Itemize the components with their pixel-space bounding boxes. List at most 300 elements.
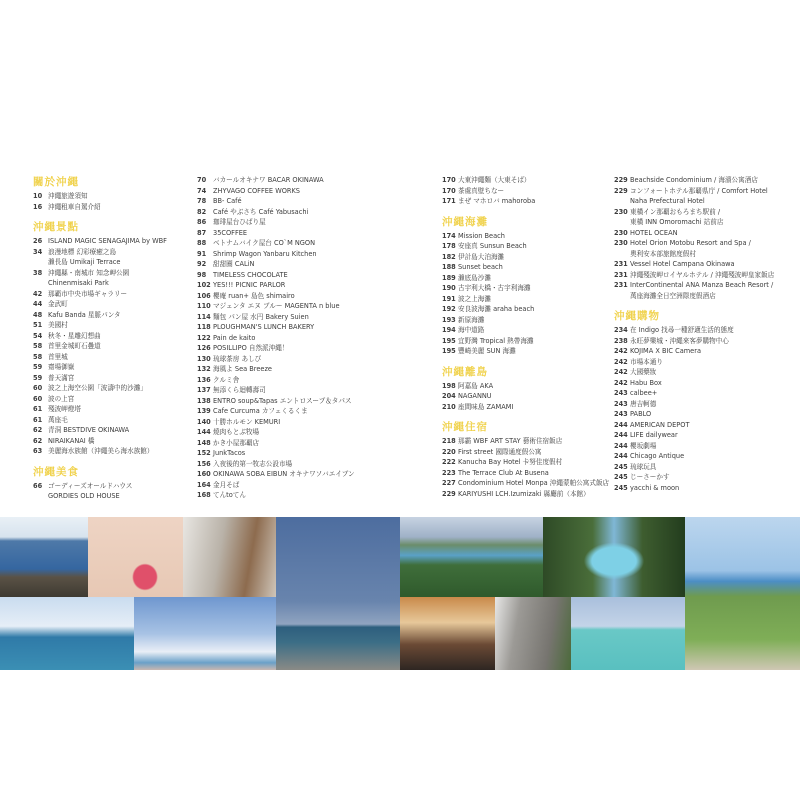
entry-title-block (213, 480, 239, 491)
entry-title-block (48, 299, 68, 310)
entry-title: 沖繩殘波岬ロイヤルホテル / 沖繩殘波岬皇家飯店 (630, 270, 775, 279)
entry-title-block (213, 385, 266, 396)
entry-title-block (458, 468, 549, 479)
entry-title-block (48, 191, 88, 202)
entry-title-block (213, 312, 309, 323)
toc-entry (33, 383, 167, 394)
page-number: 63 (33, 447, 43, 455)
page-number: 61 (33, 405, 43, 413)
entry-title-block (630, 367, 656, 378)
entry-title-block (458, 241, 527, 252)
entry-title: 燒肉もとぶ牧場 (213, 428, 260, 436)
photo-tree-beach-path (543, 517, 685, 597)
toc-entry (442, 402, 609, 413)
toc-entry (442, 252, 609, 263)
entry-title-block (213, 459, 292, 470)
entry-title-block (213, 259, 254, 270)
page-number: 16 (33, 202, 43, 211)
toc-entry (442, 381, 609, 392)
toc-entry (614, 462, 774, 473)
entry-title-block (48, 415, 68, 426)
entry-title-block (458, 252, 504, 263)
entry-title: 瀨底島沙灘 (458, 273, 491, 282)
page-number: 54 (33, 331, 43, 340)
entry-title: 大東沖繩麵（大東そば） (458, 176, 531, 184)
page-number: 118 (197, 323, 211, 331)
entry-title: ZHYVAGO COFFEE WORKS (213, 186, 300, 195)
photo-green-cape-path (685, 517, 800, 670)
entry-title: Beachside Condominium / 海濱公寓酒店 (630, 176, 758, 184)
entry-title-block (630, 175, 758, 186)
entry-title: 入夜後的第一牧志公設市場 (213, 459, 293, 468)
toc-entry (442, 175, 609, 186)
toc-entry (442, 457, 609, 468)
page-number: 42 (33, 289, 43, 298)
entry-title: POSILLIPO 自然派沖繩！ (213, 344, 289, 352)
toc-entry (197, 469, 355, 480)
page-number: 91 (197, 249, 207, 258)
entry-title: 波之上海空公園「波濤中的沙灘」 (48, 384, 147, 392)
entry-title: 浪漫地標 幻彩療癒之島 (48, 247, 117, 256)
entry-title-block (48, 373, 74, 384)
toc-entry (33, 404, 167, 415)
toc-entry (442, 294, 609, 305)
page-number: 245 (614, 462, 628, 471)
toc-entry (614, 483, 774, 494)
toc-entry (197, 417, 355, 428)
entry-title-block (458, 283, 531, 294)
page-number: 231 (614, 270, 628, 279)
photo-shop-interior (183, 517, 276, 597)
entry-title: 海中道路 (458, 326, 485, 334)
entry-title: 古宇利大橋・古宇利海灘 (458, 284, 531, 292)
page-number: 148 (197, 438, 211, 447)
page-number: 195 (442, 336, 456, 345)
toc-entry (442, 478, 609, 489)
toc-entry (197, 175, 355, 186)
entry-title-block (213, 175, 324, 186)
page-number: 230 (614, 228, 628, 237)
photo-bay-mountains (400, 517, 543, 597)
entry-title-block (213, 406, 308, 417)
entry-title-block (48, 404, 81, 415)
page-number: 44 (33, 300, 43, 308)
entry-title: 甜甜圈 CALiN (213, 260, 255, 268)
entry-title-block (458, 457, 562, 468)
entry-title-block (458, 273, 491, 284)
entry-title: 宜野灣 Tropical 熱帶海灘 (458, 336, 534, 345)
section-heading: 沖繩購物 (614, 310, 660, 322)
page-number: 189 (442, 273, 456, 282)
toc-entry (197, 322, 355, 333)
page-number: 98 (197, 270, 207, 279)
entry-title-block (48, 289, 127, 300)
page-number: 126 (197, 344, 211, 352)
toc-entry (33, 341, 167, 352)
toc-entry (614, 472, 774, 483)
entry-title-block (630, 420, 689, 431)
toc-entry (33, 331, 167, 342)
entry-title: Kanucha Bay Hotel 卡努佳度假村 (458, 458, 563, 466)
entry-title-block (48, 268, 129, 289)
entry-title: Vessel Hotel Campana Okinawa (630, 260, 735, 268)
page-number: 70 (197, 176, 207, 184)
toc-entry (33, 425, 167, 436)
entry-title: InterContinental ANA Manza Beach Resort / (630, 281, 774, 289)
page-number: 243 (614, 399, 628, 408)
entry-title-block (458, 175, 531, 186)
entry-title-block (630, 228, 678, 239)
page-number: 188 (442, 263, 456, 271)
photo-sky-clouds (134, 597, 276, 670)
page-number: 231 (614, 260, 628, 268)
entry-title-block (630, 259, 735, 270)
entry-title-block (458, 262, 503, 273)
entry-title-block (213, 228, 247, 239)
toc-entry (33, 299, 167, 310)
photo-stone-wall (495, 597, 571, 670)
entry-title-block (458, 196, 535, 207)
page-number: 61 (33, 415, 43, 424)
photo-pier (276, 517, 400, 670)
entry-title: Shrimp Wagon Yanbaru Kitchen (213, 249, 317, 258)
page-number: 62 (33, 426, 43, 434)
entry-title-block (458, 304, 534, 315)
toc-entry (197, 354, 355, 365)
toc-entry (197, 301, 355, 312)
page-number: 223 (442, 468, 456, 477)
entry-title: 在 Indigo 找尋一種舒適生活的態度 (630, 326, 734, 334)
toc-entry (442, 283, 609, 294)
entry-subtitle: Naha Prefectural Hotel (630, 197, 705, 205)
entry-title-block (48, 236, 167, 247)
entry-title: Cafe Curcuma カフェくるくま (213, 407, 308, 415)
toc-entry (614, 175, 774, 186)
page-number: 82 (197, 207, 207, 216)
toc-entry (33, 310, 167, 321)
entry-title-block (630, 378, 662, 389)
entry-title: Mission Beach (458, 231, 505, 240)
toc-column-1 (33, 175, 167, 502)
entry-title-block (213, 343, 288, 354)
entry-title-block (630, 409, 651, 420)
page-number: 210 (442, 402, 456, 411)
entry-title-block (458, 447, 542, 458)
entry-title: Chicago Antique (630, 452, 685, 460)
toc-entry (197, 207, 355, 218)
entry-title-block (213, 469, 355, 480)
page-number: 58 (33, 342, 43, 350)
page-number: 10 (33, 192, 43, 200)
entry-title: yacchi & moon (630, 483, 680, 492)
page-number: 243 (614, 389, 628, 397)
toc-entry (614, 357, 774, 368)
entry-title: AMERICAN DEPOT (630, 420, 690, 429)
entry-title-block (213, 417, 280, 428)
entry-title: 萬座毛 (48, 415, 68, 424)
toc-entry (442, 231, 609, 242)
photo-cliff-ocean (0, 597, 134, 670)
page-number: 59 (33, 373, 43, 382)
entry-title-block (630, 336, 729, 347)
entry-title: NIRAIKANAI 橋 (48, 436, 95, 445)
toc-entry (33, 394, 167, 405)
entry-title: 座間味島 ZAMAMI (458, 402, 514, 411)
entry-title-block (630, 441, 656, 452)
toc-entry (197, 343, 355, 354)
section-heading: 沖繩美食 (33, 465, 79, 478)
entry-title-block (458, 336, 534, 347)
entry-title: 35COFFEE (213, 228, 248, 237)
entry-title: 那霸 WBF ART STAY 藝術住宿飯店 (458, 437, 563, 445)
entry-title: 伊計島大泊海灘 (458, 252, 505, 261)
toc-entry (614, 259, 774, 270)
toc-entry (33, 191, 167, 202)
page-number: 78 (197, 197, 207, 205)
toc-entry (33, 236, 167, 247)
entry-title: 無添くら迴轉壽司 (213, 386, 266, 394)
entry-title-block (213, 375, 239, 386)
entry-title: Café やぶさち Café Yabusachi (213, 207, 309, 216)
toc-entry (197, 333, 355, 344)
toc-entry (197, 375, 355, 386)
toc-entry (614, 378, 774, 389)
page-number: 229 (614, 176, 628, 184)
page-number: 130 (197, 354, 211, 363)
toc-entry (197, 196, 355, 207)
entry-title: 首里金城町石疊道 (48, 342, 101, 350)
toc-entry (614, 420, 774, 431)
toc-entry (33, 362, 167, 373)
page-number: 170 (442, 176, 456, 184)
page-number: 110 (197, 302, 211, 310)
page-number: 174 (442, 231, 456, 240)
entry-title: NAGANNU (458, 392, 492, 400)
entry-title-block (213, 238, 315, 249)
toc-entry (614, 441, 774, 452)
page-number: 222 (442, 458, 456, 466)
page-number: 137 (197, 386, 211, 394)
toc-entry (614, 399, 774, 410)
toc-entry (197, 312, 355, 323)
page-number: 170 (442, 186, 456, 195)
page-number: 194 (442, 326, 456, 334)
toc-entry (442, 346, 609, 357)
entry-title: 琉球茶房 あしび (213, 354, 262, 363)
entry-title: 新原海灘 (458, 315, 485, 324)
page-number: 245 (614, 483, 628, 492)
entry-title: TIMELESS CHOCOLATE (213, 270, 288, 279)
entry-title: 那覇市中央市場ギャラリー (48, 289, 128, 298)
toc-entry (442, 325, 609, 336)
entry-title: Hotel Orion Motobu Resort and Spa / (630, 239, 751, 247)
toc-entry (197, 259, 355, 270)
entry-subtitle: 萬座海灘全日空洲際度假酒店 (630, 291, 716, 300)
entry-title-block (630, 186, 768, 207)
toc-entry (614, 270, 774, 281)
page-number: 171 (442, 197, 456, 205)
entry-title-block (213, 270, 288, 281)
toc-entry (197, 427, 355, 438)
entry-title: 櫻坂劇場 (630, 441, 657, 450)
entry-title: 沖繩縣・南城市 知念岬公園 (48, 268, 130, 277)
entry-title: クルミ舎 (213, 375, 240, 384)
page-number: 51 (33, 321, 43, 329)
entry-title-block (48, 331, 101, 342)
page-number: 190 (442, 284, 456, 292)
entry-title-block (458, 391, 492, 402)
page-number: 144 (197, 428, 211, 436)
entry-title: 海風よ Sea Breeze (213, 365, 272, 373)
page-number: 140 (197, 417, 211, 426)
page-number: 132 (197, 365, 211, 373)
entry-title: 珈琲屋台ひばり屋 (213, 218, 266, 226)
toc-entry (33, 481, 167, 502)
page-number: 122 (197, 333, 211, 342)
toc-entry (197, 396, 355, 407)
toc-column-3 (442, 175, 609, 499)
page-number: 106 (197, 291, 211, 300)
entry-title: ENTRO soup&Tapas エントロスープ＆タパス (213, 396, 352, 405)
toc-entry (197, 438, 355, 449)
entry-title-block (630, 346, 701, 357)
entry-title-block (458, 294, 491, 305)
toc-entry (33, 373, 167, 384)
toc-entry (442, 273, 609, 284)
entry-title-block (213, 364, 272, 375)
entry-title: 麵包 パン屋 水円 Bakery Suien (213, 312, 309, 321)
entry-title: マジェンタ エヌ ブルー MAGENTA n blue (213, 302, 340, 310)
toc-entry (442, 468, 609, 479)
page-number: 244 (614, 431, 628, 439)
entry-title-block (630, 270, 774, 281)
entry-title: LIFE dailywear (630, 431, 678, 439)
entry-title: 齋場御嶽 (48, 363, 75, 371)
entry-title: 普天滿宮 (48, 373, 75, 382)
entry-title-block (213, 196, 242, 207)
section-heading: 沖繩住宿 (442, 421, 488, 433)
section-heading: 關於沖繩 (33, 176, 79, 188)
page-number: 220 (442, 447, 456, 456)
entry-title-block (630, 388, 657, 399)
entry-title-block (48, 394, 74, 405)
entry-title: 唐吉軻德 (630, 399, 657, 408)
page-number: 198 (442, 381, 456, 390)
entry-title-block (458, 402, 513, 413)
toc-entry (442, 315, 609, 326)
entry-title-block (213, 301, 340, 312)
entry-title: コンフォートホテル那覇県庁 / Comfort Hotel (630, 186, 768, 195)
entry-subtitle: 瀨長島 Umikaji Terrace (48, 258, 121, 266)
entry-title-block (213, 186, 300, 197)
entry-title-block (213, 280, 285, 291)
toc-entry (197, 490, 355, 501)
page-number: 192 (442, 305, 456, 313)
toc-entry (33, 289, 167, 300)
entry-title: 波之上海灘 (458, 294, 491, 303)
toc-entry (33, 352, 167, 363)
entry-title: 首里城 (48, 352, 68, 361)
toc-entry (614, 280, 774, 301)
page-number: 156 (197, 459, 211, 468)
page-number: 152 (197, 449, 211, 457)
entry-title-block (630, 280, 773, 301)
page-number: 87 (197, 228, 207, 237)
toc-entry (33, 268, 167, 289)
entry-title-block (213, 322, 314, 333)
entry-title-block (213, 438, 259, 449)
toc-entry (33, 446, 167, 457)
page-number: 230 (614, 239, 628, 247)
entry-title: かき小屋那覇店 (213, 438, 260, 447)
page-number: 204 (442, 392, 456, 400)
entry-title-block (48, 383, 147, 394)
entry-title: じーさーかす (630, 473, 670, 481)
entry-subtitle: 東橫 INN Omoromachi 站前店 (630, 218, 724, 226)
entry-title: The Terrace Club At Busena (458, 468, 549, 477)
entry-title-block (213, 354, 261, 365)
entry-title: てんtoてん (213, 491, 246, 499)
entry-title-block (48, 436, 94, 447)
page-number: 62 (33, 436, 43, 445)
page-number: 242 (614, 347, 628, 355)
page-number: 227 (442, 479, 456, 487)
photo-swimmer-sea (571, 597, 685, 670)
toc-entry (33, 320, 167, 331)
entry-title: KARIYUSHI LCH.Izumizaki 縣廳前（本館） (458, 489, 590, 498)
entry-title-block (48, 320, 68, 331)
page-number: 92 (197, 260, 207, 268)
page-number: 86 (197, 218, 207, 226)
entry-title: 茶處真壁ちなー (458, 186, 505, 195)
entry-title-block (213, 427, 259, 438)
entry-title: Pain de kaito (213, 333, 256, 342)
page-number: 168 (197, 491, 211, 499)
photo-market-night (400, 597, 495, 670)
toc-entry (442, 304, 609, 315)
toc-entry (197, 406, 355, 417)
entry-title-block (48, 481, 132, 502)
entry-title: JunkTacos (213, 449, 246, 457)
entry-title: calbee+ (630, 389, 658, 397)
toc-entry (614, 228, 774, 239)
entry-title-block (458, 315, 484, 326)
toc-entry (197, 217, 355, 228)
toc-column-2 (197, 175, 355, 501)
page-number: 74 (197, 186, 207, 195)
toc-entry (442, 391, 609, 402)
toc-entry (33, 247, 167, 268)
page-number: 136 (197, 375, 211, 384)
toc-entry (614, 346, 774, 357)
entry-title-block (213, 291, 295, 302)
entry-title: OKINAWA SOBA EIBUN オキナワソバエイブン (213, 470, 355, 478)
page-number: 229 (442, 489, 456, 498)
entry-title-block (213, 333, 255, 344)
entry-title: 東橫イン那覇おもろまち駅前 / (630, 207, 721, 216)
page-number: 244 (614, 420, 628, 429)
entry-title: 阿嘉島 AKA (458, 381, 494, 390)
page-number: 60 (33, 394, 43, 403)
toc-entry (33, 415, 167, 426)
entry-title: 殘波岬燈塔 (48, 405, 81, 413)
entry-title-block (48, 341, 101, 352)
toc-entry (442, 489, 609, 500)
page-number: 58 (33, 352, 43, 361)
entry-title-block (630, 451, 684, 462)
entry-title-block (630, 472, 670, 483)
entry-title-block (630, 399, 656, 410)
